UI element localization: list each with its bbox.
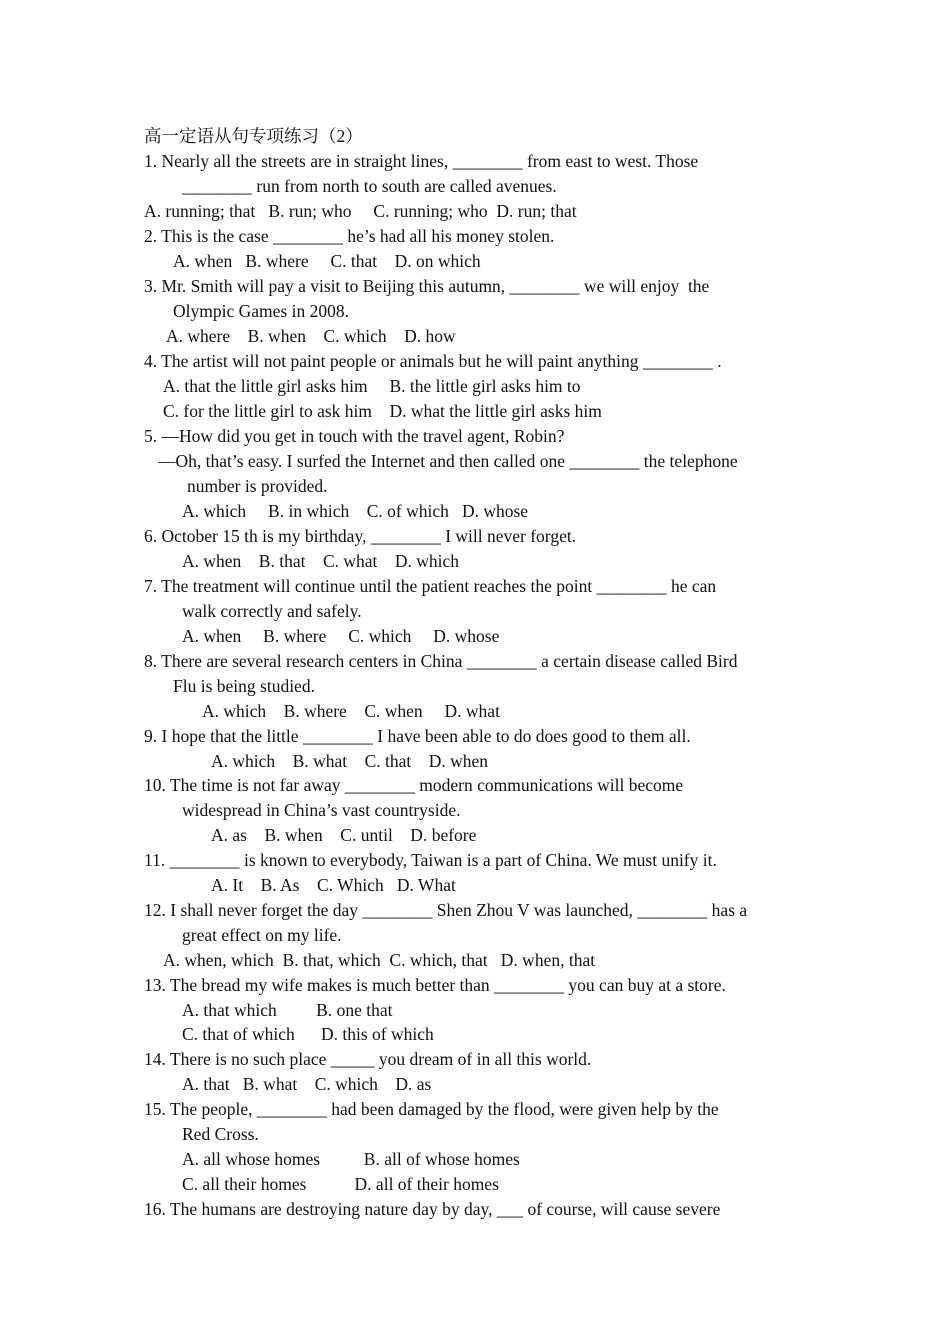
q14-stem: 14. There is no such place _____ you dream of in all this world. — [144, 1049, 592, 1069]
q12-stem-cont: great effect on my life. — [182, 925, 342, 945]
q8-stem-cont: Flu is being studied. — [173, 676, 315, 696]
q3-stem-cont: Olympic Games in 2008. — [173, 301, 349, 321]
q4-options-ab: A. that the little girl asks him B. the little girl asks him to — [163, 376, 581, 396]
q9-stem: 9. I hope that the little ________ I have been able to do does good to them all. — [144, 726, 691, 746]
q3-stem: 3. Mr. Smith will pay a visit to Beijing this autumn, ________ we will enjoy the — [144, 276, 710, 296]
q7-stem: 7. The treatment will continue until the patient reaches the point ________ he can — [144, 576, 717, 596]
q13-options-ab: A. that which B. one that — [182, 1000, 393, 1020]
q16-stem: 16. The humans are destroying nature day by day, ___ of course, will cause severe — [144, 1199, 721, 1219]
q5-stem-cont2: number is provided. — [187, 476, 328, 496]
q15-stem-cont: Red Cross. — [182, 1124, 259, 1144]
q5-options: A. which B. in which C. of which D. whose — [182, 501, 529, 521]
q8-options: A. which B. where C. when D. what — [202, 701, 500, 721]
q1-stem-cont: ________ run from north to south are called avenues. — [182, 176, 557, 196]
q10-stem: 10. The time is not far away ________ modern communications will become — [144, 775, 684, 795]
q3-options: A. where B. when C. which D. how — [166, 326, 456, 346]
q11-options: A. It B. As C. Which D. What — [211, 875, 456, 895]
q12-options: A. when, which B. that, which C. which, that D. when, that — [163, 950, 596, 970]
q5-stem-cont: —Oh, that’s easy. I surfed the Internet and then called one ________ the telephone — [158, 451, 738, 471]
q13-options-cd: C. that of which D. this of which — [182, 1024, 434, 1044]
q15-options-ab: A. all whose homes B. all of whose homes — [182, 1149, 520, 1169]
q7-stem-cont: walk correctly and safely. — [182, 601, 362, 621]
q1-options: A. running; that B. run; who C. running; who D. run; that — [144, 201, 577, 221]
q9-options: A. which B. what C. that D. when — [211, 751, 489, 771]
q10-options: A. as B. when C. until D. before — [211, 825, 477, 845]
q15-stem: 15. The people, ________ had been damaged by the flood, were given help by the — [144, 1099, 719, 1119]
q8-stem: 8. There are several research centers in China ________ a certain disease called Bird — [144, 651, 738, 671]
q13-stem: 13. The bread my wife makes is much better than ________ you can buy at a store. — [144, 975, 726, 995]
q6-options: A. when B. that C. what D. which — [182, 551, 460, 571]
q6-stem: 6. October 15 th is my birthday, ________ I will never forget. — [144, 526, 577, 546]
q7-options: A. when B. where C. which D. whose — [182, 626, 500, 646]
q15-options-cd: C. all their homes D. all of their homes — [182, 1174, 499, 1194]
q5-stem: 5. —How did you get in touch with the travel agent, Robin? — [144, 426, 565, 446]
page-title: 高一定语从句专项练习（2） — [144, 126, 363, 146]
q14-options: A. that B. what C. which D. as — [182, 1074, 432, 1094]
q4-stem: 4. The artist will not paint people or animals but he will paint anything ________ . — [144, 351, 722, 371]
q11-stem: 11. ________ is known to everybody, Taiwan is a part of China. We must unify it. — [144, 850, 717, 870]
q10-stem-cont: widespread in China’s vast countryside. — [182, 800, 461, 820]
q2-options: A. when B. where C. that D. on which — [173, 251, 481, 271]
q12-stem: 12. I shall never forget the day ________ Shen Zhou V was launched, ________ has a — [144, 900, 748, 920]
q4-options-cd: C. for the little girl to ask him D. what the little girl asks him — [163, 401, 602, 421]
q1-stem: 1. Nearly all the streets are in straight lines, ________ from east to west. Those — [144, 151, 699, 171]
q2-stem: 2. This is the case ________ he’s had all his money stolen. — [144, 226, 555, 246]
